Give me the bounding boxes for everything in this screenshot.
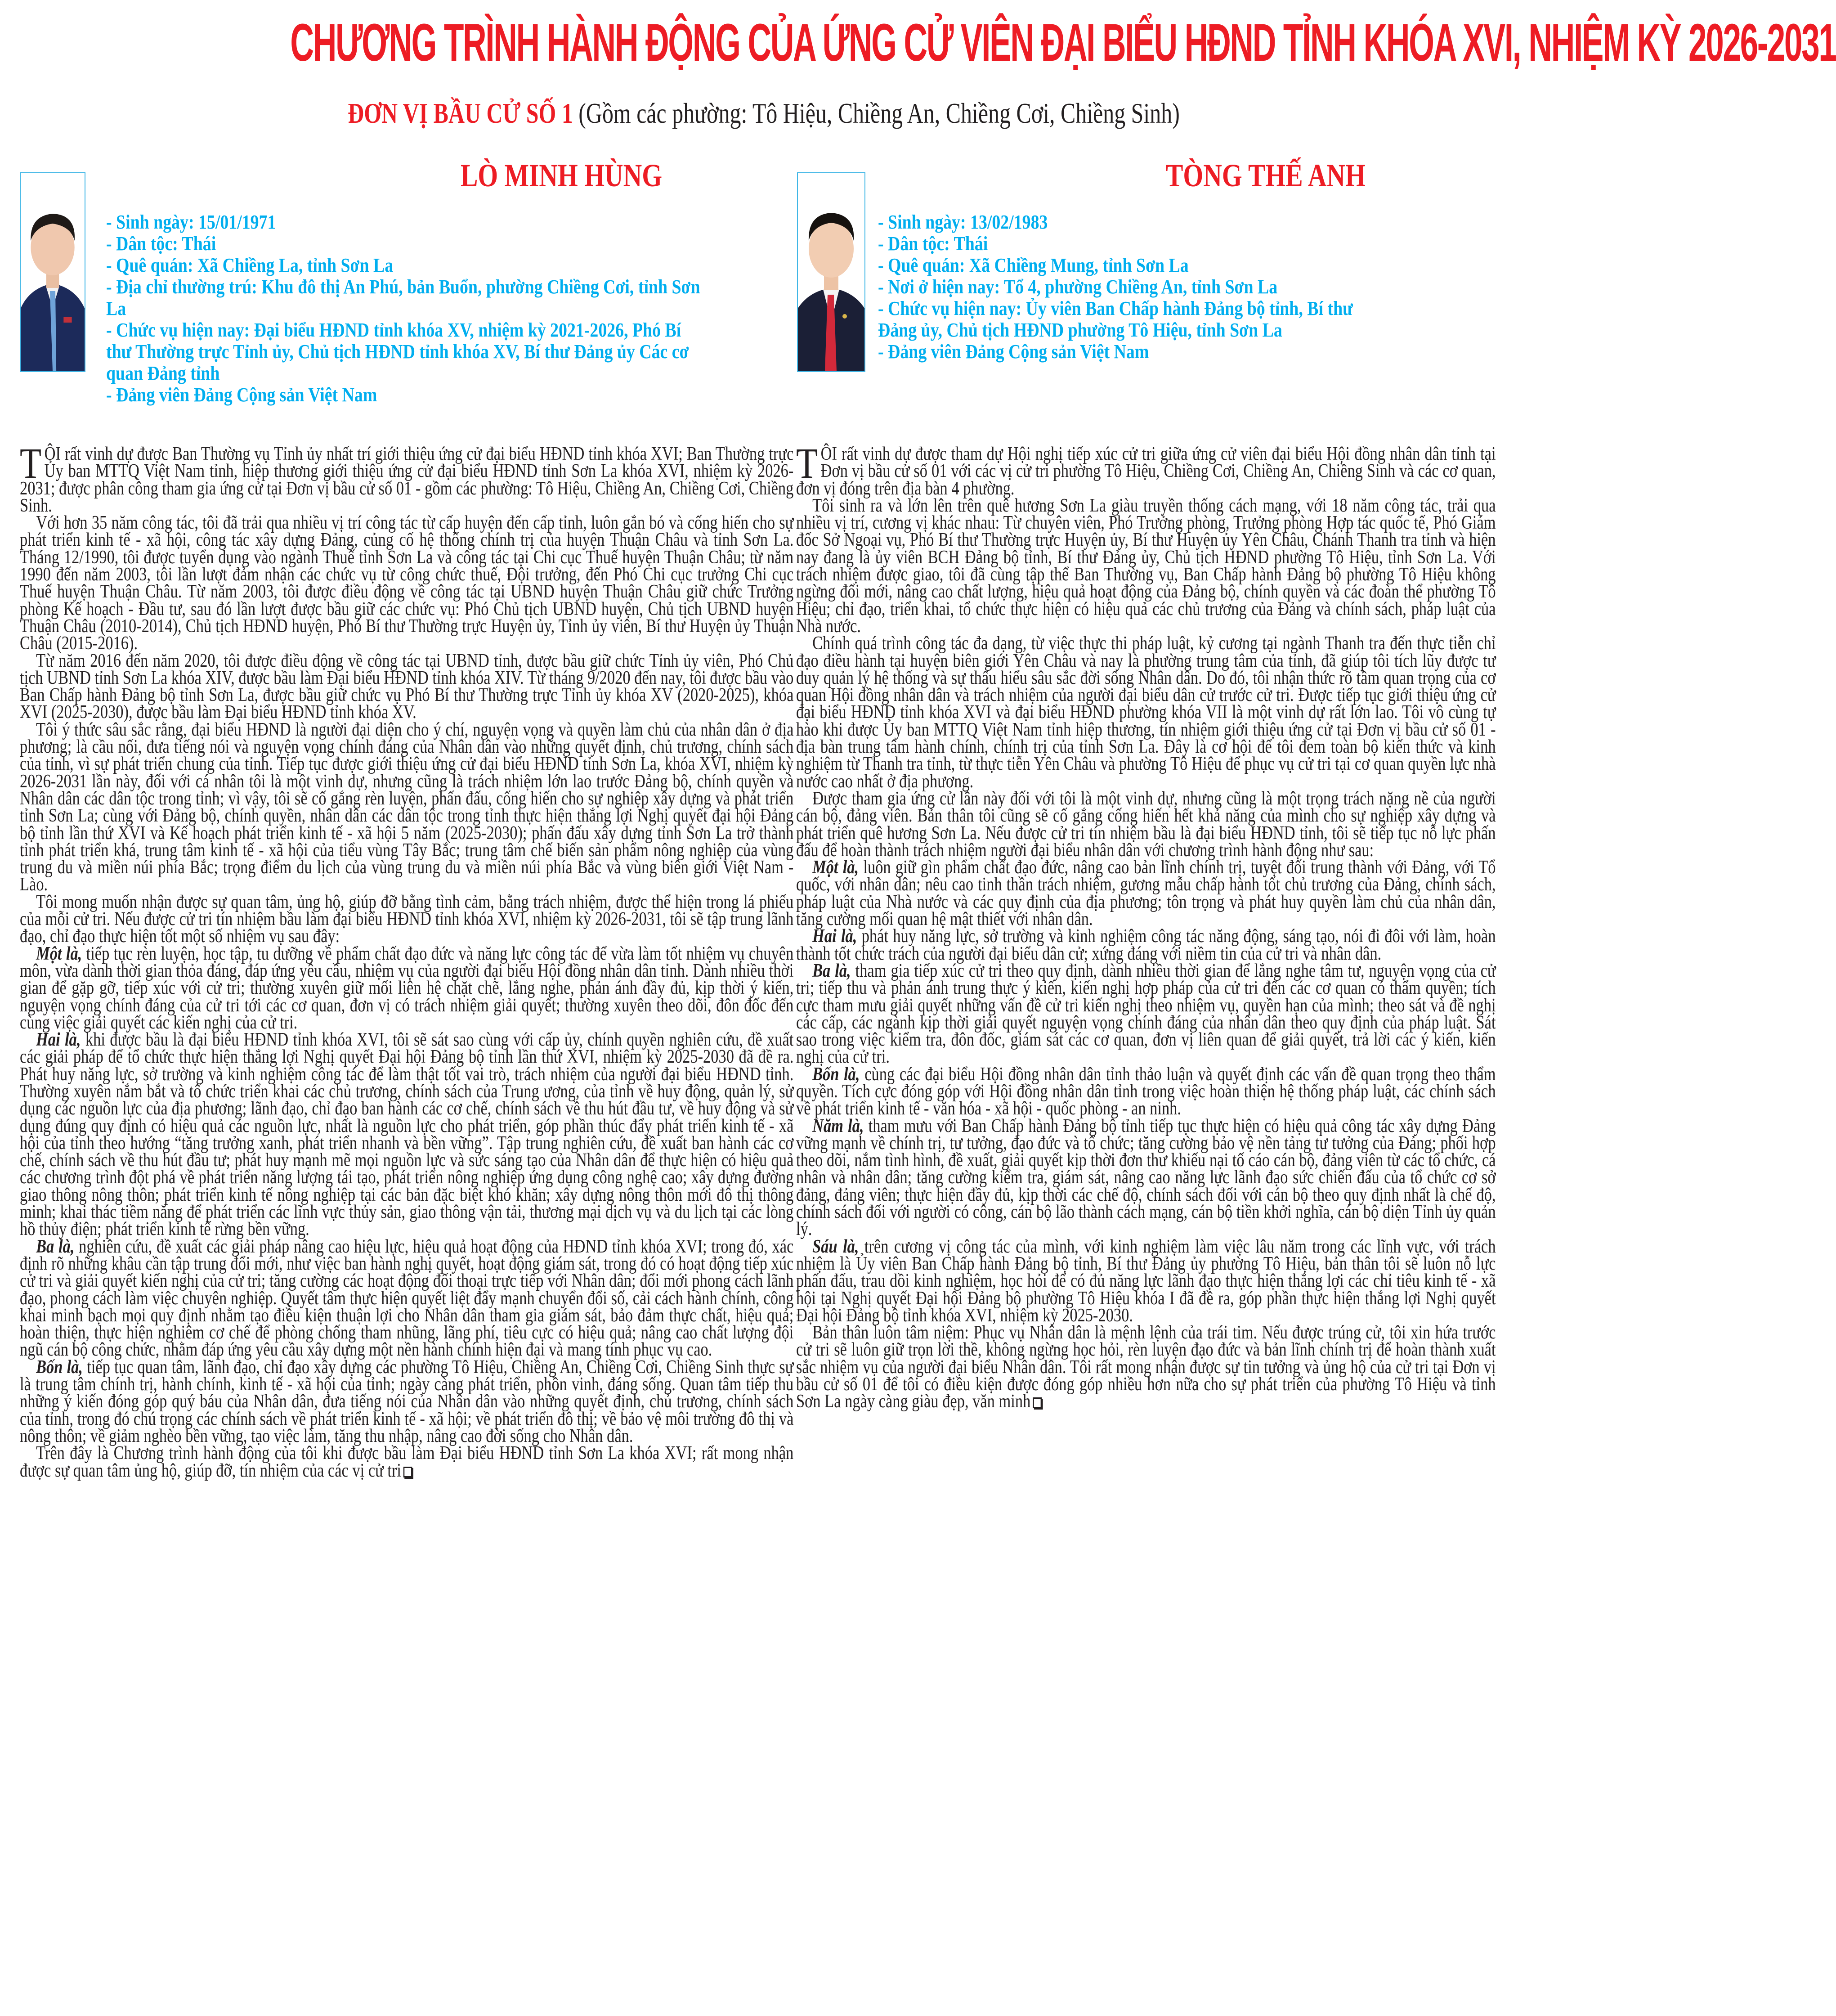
article-paragraph (796, 962, 1496, 1066)
paragraph-lead: Hai là, (36, 1029, 81, 1051)
article-paragraph (20, 514, 793, 652)
bio-position: - Chức vụ hiện nay: Ủy viên Ban Chấp hành Đảng bộ tỉnh, Bí thư Đảng ủy, Chủ tịch HĐND phường Tô Hiệu, tỉnh Sơn La (878, 297, 1353, 341)
paragraph-text: ÔI rất vinh dự được Ban Thường vụ Tỉnh ủy nhất trí giới thiệu ứng cử đại biểu HĐND tỉnh khóa XVI; Ban Thường trực Ủy ban MTTQ Việt Nam tỉnh, hiệp thương giới thiệu ứng cử đại biểu HĐND tỉnh Sơn La khóa XVI, nhiệm kỳ 2026-2031; được phân công tham gia ứng cử tại Đơn vị bầu cử số 01 - gồm các phường: Tô Hiệu, Chiềng An, Chiềng Cơi, Chiềng Sinh. (20, 444, 794, 516)
paragraph-text: Trên đây là Chương trình hành động của tôi khi được bầu làm Đại biểu HĐND tỉnh Sơn La khóa XVI; rất mong nhận được sự quan tâm ủng hộ, giúp đỡ, tín nhiệm của các vị cử tri (20, 1443, 794, 1481)
paragraph-lead: Bốn là, (36, 1356, 83, 1378)
portrait-image (798, 173, 864, 371)
candidate-name: TÒNG THẾ ANH (1166, 157, 1366, 193)
bio-ethnicity: - Dân tộc: Thái (878, 233, 988, 255)
electoral-unit-description: (Gồm các phường: Tô Hiệu, Chiềng An, Chiềng Cơi, Chiềng Sinh) (573, 97, 1180, 129)
bio-position: - Chức vụ hiện nay: Đại biểu HĐND tỉnh khóa XV, nhiệm kỳ 2021-2026, Phó Bí thư Thường trực Tỉnh ủy, Chủ tịch HĐND tỉnh khóa XV, Bí thư Đảng ủy Các cơ quan Đảng tỉnh (106, 319, 689, 384)
paragraph-lead: Hai là, (812, 926, 857, 947)
paragraph-lead: Một là, (36, 943, 82, 964)
end-mark-icon (403, 1467, 412, 1477)
paragraph-text: Tôi mong muốn nhận được sự quan tâm, ủng hộ, giúp đỡ bằng tình cảm, bằng trách nhiệm, được thể hiện trong lá phiếu của mỗi cử tri. Nếu được cử tri tín nhiệm bầu làm đại biểu HĐND tỉnh khóa XVI, nhiệm kỳ 2026-2031, tôi sẽ tập trung lãnh đạo, chỉ đạo thực hiện tốt một số nhiệm vụ sau đây: (20, 891, 794, 947)
bio-party: - Đảng viên Đảng Cộng sản Việt Nam (878, 341, 1149, 363)
paragraph-text: tham mưu với Ban Chấp hành Đảng bộ tỉnh tiếp tục thực hiện có hiệu quả công tác xây dựng Đảng vững mạnh về chính trị, tư tưởng, đạo đức và tổ chức; tăng cường bảo vệ nền tảng tư tưởng của Đảng; phối hợp theo dõi, nắm tình hình, đề xuất, giải quyết kịp thời đơn thư khiếu nại tố cáo cán bộ, đảng viên từ các tổ chức, cá nhân và nhân dân; tăng cường kiểm tra, giám sát, nâng cao năng lực lãnh đạo sức chiến đấu của tổ chức cơ sở đảng, đảng viên; thực hiện đầy đủ, kịp thời các chế độ, chính sách đối với cán bộ theo quy định nhất là chế độ, chính sách đối với người có công, cán bộ lão thành cách mạng, cán bộ tiền khởi nghĩa, cán bộ diện Tỉnh ủy quản lý. (796, 1115, 1496, 1240)
article-lo-minh-hung (20, 439, 802, 1481)
bio-ethnicity: - Dân tộc: Thái (106, 233, 216, 255)
article-paragraph (796, 1066, 1496, 1118)
paragraph-lead: Một là, (812, 857, 859, 878)
article-paragraph (20, 1356, 794, 1446)
bio-hometown: - Quê quán: Xã Chiềng Mung, tỉnh Sơn La (878, 254, 1189, 276)
article-paragraph (796, 928, 1496, 962)
article-paragraph (20, 891, 794, 947)
portrait-image (21, 173, 85, 371)
paragraph-text: nghiên cứu, đề xuất các giải pháp nâng cao hiệu lực, hiệu quả hoạt động của HĐND tỉnh khóa XVI; trong đó, xác định rõ những khâu cần tập trung đổi mới, như việc ban hành nghị quyết, hoạt động giám sát, trong đó có hoạt động tiếp xúc cử tri và giải quyết kiến nghị của cử tri; tăng cường các hoạt động đối thoại trực tiếp với Nhân dân; đổi mới phong cách lãnh đạo, phong cách làm việc chuyên nghiệp. Quyết tâm thực hiện quyết liệt đẩy mạnh chuyển đổi số, cải cách hành chính, công khai minh bạch mọi quy định nhằm tạo điều kiện thuận lợi cho Nhân dân tham gia giám sát, bảo đảm thực chất, hiệu quả; hoàn thiện, thực hiện nghiêm cơ chế để phòng chống tham nhũng, lãng phí, tiêu cực có hiệu quả; nâng cao chất lượng đội ngũ cán bộ công chức, nhằm đáp ứng yêu cầu xây dựng một nền hành chính hiện đại và mang tính phục vụ cao. (20, 1236, 794, 1360)
article-paragraph (20, 721, 793, 894)
bio-hometown: - Quê quán: Xã Chiềng La, tỉnh Sơn La (106, 254, 394, 276)
paragraph-text: khi được bầu là đại biểu HĐND tỉnh khóa XVI, tôi sẽ sát sao cùng với cấp ủy, chính quyền nghiên cứu, đề xuất các giải pháp để tổ chức thực hiện thắng lợi Nghị quyết Đại hội Đảng bộ tỉnh lần thứ XVI, nhiệm kỳ 2025-2030 đã đề ra. Phát huy năng lực, sở trường và kinh nghiệm công tác để làm thật tốt vai trò, trách nhiệm của người đại biểu HĐND tỉnh. Thường xuyên nắm bắt và tổ chức triển khai các chủ trương, chính sách của Trung ương, của tỉnh về huy động, quản lý, sử dụng các nguồn lực của địa phương; lãnh đạo, chỉ đạo ban hành các cơ chế, chính sách về thu hút đầu tư, về huy động và sử dụng đúng quy định có hiệu quả các nguồn lực, nhất là nguồn lực cho phát triển, góp phần thúc đẩy phát triển kinh tế - xã hội của tỉnh theo hướng “tăng trưởng xanh, phát triển nhanh và bền vững”. Tập trung nghiên cứu, đề xuất ban hành các cơ chế, chính sách về thu hút đầu tư; phát huy mạnh mẽ mọi nguồn lực và sức sáng tạo của Nhân dân để thực hiện có hiệu quả các chương trình đột phá về phát triển năng lượng tái tạo, phát triển nông nghiệp ứng dụng công nghệ cao; xây dựng đường giao thông nông thôn; phát triển kinh tế nông nghiệp tại các bản đặc biệt khó khăn; xây dựng nông thôn mới đô thị thông minh; khai thác tiềm năng để phát triển các lĩnh vực thủy sản, giao thông vận tải, thương mại dịch vụ và du lịch tại các lòng hồ thủy điện; phát triển kinh tế rừng bền vững. (20, 1029, 794, 1240)
candidate-profile-tong-the-anh (797, 153, 1508, 441)
article-paragraph (20, 945, 793, 1031)
bio-birth-date: - Sinh ngày: 13/02/1983 (878, 211, 1048, 233)
paragraph-text: luôn giữ gìn phẩm chất đạo đức, nâng cao bản lĩnh chính trị, tuyệt đối trung thành với Đảng, với Tổ quốc, với nhân dân; nêu cao tinh thần trách nhiệm, gương mẫu chấp hành tốt chủ trương của Đảng, chính sách, pháp luật của Nhà nước và các quy định của địa phương; tôn trọng và phát huy quyền làm chủ của nhân dân, tăng cường mối quan hệ mật thiết với nhân dân. (796, 857, 1496, 930)
portrait-photo (797, 172, 865, 372)
article-paragraph (796, 1324, 1496, 1410)
candidate-profile-lo-minh-hung (20, 153, 739, 441)
bio-address: - Địa chỉ thường trú: Khu đô thị An Phú, bản Buổn, phường Chiềng Cơi, tỉnh Sơn La (106, 276, 700, 319)
paragraph-lead: Sáu là, (812, 1236, 859, 1257)
article-paragraph (20, 439, 794, 516)
electoral-unit-label: ĐƠN VỊ BẦU CỬ SỐ 1 (348, 97, 573, 129)
article-paragraph (20, 652, 793, 721)
portrait-photo (20, 172, 85, 372)
article-tong-the-anh (796, 439, 1505, 1412)
paragraph-lead: Năm là, (812, 1115, 864, 1136)
article-paragraph (796, 790, 1496, 859)
bio-residence: - Nơi ở hiện nay: Tổ 4, phường Chiềng An, tỉnh Sơn La (878, 276, 1278, 298)
article-paragraph (796, 497, 1496, 635)
end-mark-icon (1033, 1397, 1042, 1408)
article-paragraph (20, 1031, 793, 1238)
article-paragraph (796, 635, 1496, 790)
article-paragraph (796, 439, 1496, 499)
paragraph-text: Từ năm 2016 đến năm 2020, tôi được điều động về công tác tại UBND tỉnh, được bầu giữ chức Tỉnh ủy viên, Phó Chủ tịch UBND tỉnh Sơn La khóa XIV, được bầu làm Đại biểu HĐND tỉnh khóa XIV. Từ tháng 9/2020 đến nay, tôi được bầu vào Ban Chấp hành Đảng bộ tỉnh Sơn La, được bầu giữ chức vụ Phó Bí thư Thường trực Tỉnh ủy khóa XV (2020-2025), khóa XVI (2025-2030), được bầu làm Đại biểu HĐND tỉnh khóa XV. (20, 650, 794, 723)
page-title: CHƯƠNG TRÌNH HÀNH ĐỘNG CỦA ỨNG CỬ VIÊN ĐẠI BIỂU HĐND TỈNH KHÓA XVI, NHIỆM KỲ 2026-2031 (290, 13, 1836, 72)
paragraph-text: tiếp tục rèn luyện, học tập, tu dưỡng về phẩm chất đạo đức và năng lực công tác để vừa làm tốt nhiệm vụ chuyên môn, vừa dành thời gian thỏa đáng, đáp ứng yêu cầu, nhiệm vụ của người đại biểu Hội đồng nhân dân tỉnh. Dành nhiều thời gian để gặp gỡ, tiếp xúc với cử tri; thường xuyên giữ mối liên hệ chặt chẽ, lắng nghe, phản ánh đầy đủ, kịp thời ý kiến, nguyện vọng chính đáng của cử tri tới các cơ quan, đơn vị có trách nhiệm giải quyết; thường xuyên theo dõi, đôn đốc đến cùng việc giải quyết các kiến nghị của cử tri. (20, 943, 794, 1033)
paragraph-text: tiếp tục quan tâm, lãnh đạo, chỉ đạo xây dựng các phường Tô Hiệu, Chiềng An, Chiềng Cơi, Chiềng Sinh thực sự là trung tâm chính trị, hành chính, kinh tế - xã hội của tỉnh; ngày càng phát triển, phồn vinh, đáng sống. Quan tâm tiếp thu những ý kiến đóng góp quý báu của Nhân dân, đưa tiếng nói của Nhân dân vào những quyết định, chủ trương, chính sách của tỉnh, trong đó chú trọng các chính sách về phát triển kinh tế - xã hội; về phát triển đô thị; về bảo vệ môi trường đô thị và nông thôn; về giảm nghèo bền vững, tạo việc làm, tăng thu nhập, nâng cao đời sống cho Nhân dân. (20, 1356, 794, 1446)
paragraph-text: Được tham gia ứng cử lần này đối với tôi là một vinh dự, nhưng cũng là một trọng trách nặng nề của người cán bộ, đảng viên. Bản thân tôi cũng sẽ cố gắng cống hiến hết khả năng của mình cho sự nghiệp xây dựng và phát triển quê hương Sơn La. Nếu được cử tri tín nhiệm bầu là đại biểu HĐND tỉnh, tôi sẽ tiếp tục nỗ lực phấn đấu để hoàn thành trách nhiệm người đại biểu nhân dân với chương trình hành động như sau: (796, 788, 1496, 861)
article-paragraph (796, 1238, 1496, 1324)
paragraph-lead: Bốn là, (812, 1064, 860, 1085)
paragraph-lead: Ba là, (36, 1236, 75, 1257)
paragraph-text: Tôi ý thức sâu sắc rằng, đại biểu HĐND là người đại diện cho ý chí, nguyện vọng và quyền làm chủ của nhân dân ở địa phương; là cầu nối, đưa tiếng nói và nguyện vọng chính đáng của Nhân dân vào những quyết định, chủ trương, chính sách của tỉnh, vì sự phát triển chung của tỉnh. Tiếp tục được giới thiệu ứng cử đại biểu HĐND tỉnh Sơn La, khóa XVI, nhiệm kỳ 2026-2031 lần này, đối với cá nhân tôi là một vinh dự, nhưng cũng là trách nhiệm lớn lao trước Đảng bộ, chính quyền và Nhân dân các dân tộc trong tỉnh; vì vậy, tôi sẽ cố gắng rèn luyện, phấn đấu, cống hiến cho sự nghiệp xây dựng và phát triển tỉnh Sơn La; cùng với Đảng bộ, chính quyền, nhân dân các dân tộc trong tỉnh thực hiện thắng lợi Nghị quyết đại hội Đảng bộ tỉnh lần thứ XVI và Kế hoạch phát triển kinh tế - xã hội 5 năm (2025-2030); phấn đấu xây dựng tỉnh Sơn La trở thành tỉnh phát triển khá, trung tâm kinh tế - xã hội của tiểu vùng Tây Bắc; trung tâm chế biến sản phẩm nông nghiệp của vùng trung du và miền núi phía Bắc; trọng điểm du lịch của vùng trung du và miền núi phía Bắc và vùng biên giới Việt Nam - Lào. (20, 719, 794, 895)
bio-party: - Đảng viên Đảng Cộng sản Việt Nam (106, 384, 377, 406)
article-paragraph (796, 859, 1496, 928)
paragraph-text: tham gia tiếp xúc cử tri theo quy định, dành nhiều thời gian để lắng nghe tâm tư, nguyện vọng của cử tri; tiếp thu và phản ánh trung thực ý kiến, kiến nghị hợp pháp của cử tri đến các cơ quan có thẩm quyền; tích cực tham mưu giải quyết những vấn đề cử tri kiến nghị theo nhiệm vụ, quyền hạn của mình; theo sát và đề nghị các cấp, các ngành kịp thời giải quyết nguyện vọng chính đáng của nhân dân theo quy định của pháp luật. Sát sao trong việc kiểm tra, đôn đốc, giám sát các cơ quan, đơn vị liên quan để giải quyết, trả lời các ý kiến, kiến nghị của cử tri. (796, 960, 1496, 1068)
article-paragraph (20, 1238, 793, 1359)
candidate-bio (878, 211, 1436, 363)
paragraph-lead: Ba là, (812, 960, 851, 981)
candidate-bio (106, 211, 808, 406)
candidate-name: LÒ MINH HÙNG (461, 157, 663, 193)
paragraph-text: Bản thân luôn tâm niệm: Phục vụ Nhân dân là mệnh lệnh của trái tim. Nếu được trúng cử, tôi xin hứa trước cử tri sẽ luôn giữ trọn lời thề, không ngừng học hỏi, rèn luyện đạo đức và bản lĩnh chính trị để hoàn thành xuất sắc nhiệm vụ của người đại biểu Nhân dân. Tôi rất mong nhận được sự tin tưởng và ủng hộ của cử tri tại Đơn vị bầu cử số 01 để tôi có điều kiện được đóng góp nhiều hơn nữa cho sự phát triển của phường Tô Hiệu và tỉnh Sơn La ngày càng giàu đẹp, văn minh (796, 1322, 1496, 1412)
paragraph-text: Tôi sinh ra và lớn lên trên quê hương Sơn La giàu truyền thống cách mạng, với 18 năm công tác, trải qua nhiều vị trí, cương vị khác nhau: Từ chuyên viên, Phó Trưởng phòng, Trưởng phòng Hợp tác quốc tế, Phó Giám đốc Sở Ngoại vụ, Phó Bí thư Thường trực Huyện ủy, Bí thư Huyện ủy Yên Châu, Chánh Thanh tra tỉnh và hiện nay đang là ủy viên BCH Đảng bộ tỉnh, Bí thư Đảng ủy, Chủ tịch HĐND phường Tô Hiệu, tỉnh Sơn La. Với trách nhiệm được giao, tôi đã cùng tập thể Ban Thường vụ, Ban Chấp hành Đảng bộ phường Tô Hiệu không ngừng đổi mới, nâng cao chất lượng, hiệu quả hoạt động của Đảng bộ, chính quyền và các đoàn thể phường Tô Hiệu; chỉ đạo, triển khai, tổ chức thực hiện có hiệu quả các chủ trương của Đảng và chính sách, pháp luật của Nhà nước. (796, 495, 1496, 637)
paragraph-text: Với hơn 35 năm công tác, tôi đã trải qua nhiều vị trí công tác từ cấp huyện đến cấp tỉnh, luôn gắn bó và cống hiến cho sự phát triển kinh tế - xã hội, công tác xây dựng Đảng, củng cố hệ thống chính trị của huyện Thuận Châu và tỉnh Sơn La. Tháng 12/1990, tôi được tuyển dụng vào ngành Thuế tỉnh Sơn La và công tác tại Chi cục Thuế huyện Thuận Châu; từ năm 1990 đến năm 2003, tôi lần lượt đảm nhận các chức vụ từ công chức thuế, Đội trưởng, đến Phó Chi cục trưởng Chi cục Thuế huyện Thuận Châu. Từ năm 2003, tôi được điều động về công tác tại UBND huyện Thuận Châu giữ chức Trưởng phòng Kế hoạch - Đầu tư, sau đó lần lượt được bầu giữ các chức vụ: Phó Chủ tịch UBND huyện, Chủ tịch UBND huyện Thuận Châu (2010-2014), Chủ tịch HĐND huyện, Phó Bí thư Thường trực Huyện ủy, Tỉnh ủy viên, Bí thư Huyện ủy Thuận Châu (2015-2016). (20, 512, 794, 654)
drop-cap: T (796, 439, 818, 487)
paragraph-text: trên cương vị công tác của mình, với kinh nghiệm làm việc lâu năm trong các lĩnh vực, với trách nhiệm là Ủy viên Ban Chấp hành Đảng bộ tỉnh, Bí thư Đảng ủy phường Tô Hiệu, bản thân tôi sẽ luôn nỗ lực phấn đấu, trau dồi kinh nghiệm, học hỏi để có đủ năng lực lãnh đạo thực hiện thắng lợi các chỉ tiêu kinh tế - xã hội tại Nghị quyết Đại hội Đảng bộ phường Tô Hiệu khóa I đã đề ra, góp phần thực hiện thắng lợi Nghị quyết Đại hội Đảng bộ tỉnh khóa XVI, nhiệm kỳ 2025-2030. (796, 1236, 1496, 1326)
paragraph-text: Chính quá trình công tác đa dạng, từ việc thực thi pháp luật, kỷ cương tại ngành Thanh tra đến thực tiễn chỉ đạo điều hành tại huyện biên giới Yên Châu và nay là phường trung tâm của tỉnh, đã giúp tôi tích lũy được tư duy quản lý hệ thống và sự thấu hiểu sâu sắc đời sống Nhân dân. Do đó, tôi nhận thức rõ tầm quan trọng của cơ quan Hội đồng nhân dân và trách nhiệm của người đại biểu dân cử trước cử tri. Được tiếp tục giới thiệu ứng cử đại biểu HĐND tỉnh khóa XVI và đại biểu HĐND phường khóa VII là một vinh dự rất lớn lao. Tôi vô cùng tự hào khi được Ủy ban MTTQ Việt Nam tỉnh hiệp thương, tín nhiệm giới thiệu ứng cử tại Đơn vị bầu cử số 01 - địa bàn trung tâm hành chính, chính trị của tỉnh Sơn La. Đây là cơ hội để tôi đem toàn bộ kiến thức và kinh nghiệm từ Thanh tra tỉnh, từ thực tiễn Yên Châu và phường Tô Hiệu để phục vụ cử tri tại cơ quan quyền lực nhà nước cao nhất ở địa phương. (796, 633, 1496, 792)
article-paragraph (20, 1445, 793, 1479)
drop-cap: T (20, 439, 42, 487)
bio-birth-date: - Sinh ngày: 15/01/1971 (106, 211, 276, 233)
paragraph-text: ÔI rất vinh dự được tham dự Hội nghị tiếp xúc cử tri giữa ứng cử viên đại biểu Hội đồng nhân dân tỉnh tại Đơn vị bầu cử số 01 với các vị cử tri phường Tô Hiệu, Chiềng Cơi, Chiềng An, Chiềng Sinh và các cơ quan, đơn vị đóng trên địa bàn 4 phường. (796, 444, 1496, 499)
electoral-unit-heading (168, 95, 1360, 131)
paragraph-text: phát huy năng lực, sở trường và kinh nghiệm công tác năng động, sáng tạo, nói đi đôi với làm, hoàn thành tốt chức trách của người đại biểu dân cử; xứng đáng với niềm tin của cử tri và nhân dân. (796, 926, 1496, 964)
paragraph-text: cùng các đại biểu Hội đồng nhân dân tỉnh thảo luận và quyết định các vấn đề quan trọng theo thẩm quyền. Tích cực đóng góp với Hội đồng nhân dân tỉnh trong việc hoàn thiện hệ thống pháp luật, các chính sách về phát triển kinh tế - văn hóa - xã hội - quốc phòng - an ninh. (796, 1064, 1496, 1119)
article-paragraph (796, 1115, 1496, 1240)
